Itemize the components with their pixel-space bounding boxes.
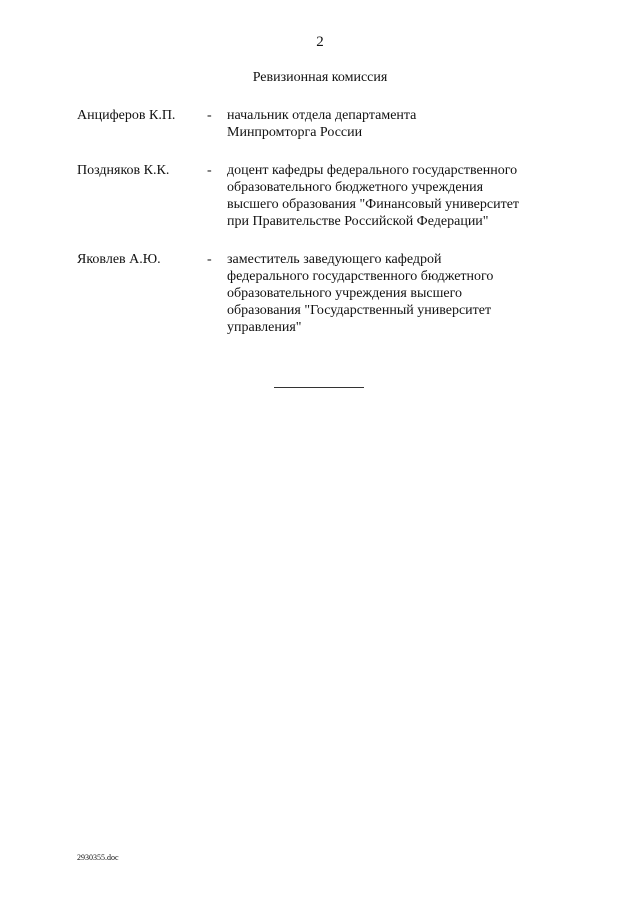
section-title: Ревизионная комиссия <box>252 70 388 85</box>
member-name: Поздняков К.К. <box>77 163 170 178</box>
member-description-line: Минпромторга России <box>227 125 363 140</box>
member-dash: - <box>207 108 212 123</box>
member-description <box>227 162 557 230</box>
page-number: 2 <box>316 34 324 50</box>
member-description-line: доцент кафедры федерального государственного <box>227 163 518 178</box>
member-description-line: управления" <box>227 320 302 335</box>
end-divider <box>274 387 364 388</box>
member-dash: - <box>207 252 212 267</box>
footer-file-name: 2930355.doc <box>77 853 119 862</box>
member-entry <box>0 162 640 251</box>
member-description-line: образования "Государственный университет <box>227 303 492 318</box>
member-description-line: заместитель заведующего кафедрой <box>227 252 442 267</box>
member-dash: - <box>207 163 212 178</box>
member-name: Анциферов К.П. <box>77 108 176 123</box>
member-description-line: при Правительстве Российской Федерации" <box>227 214 489 229</box>
member-entry <box>0 107 640 162</box>
member-description <box>227 251 557 336</box>
member-description-line: высшего образования "Финансовый университет <box>227 197 520 212</box>
member-description-line: образовательного бюджетного учреждения <box>227 180 484 195</box>
member-description <box>227 107 557 141</box>
member-list <box>0 107 640 341</box>
member-description-line: федерального государственного бюджетного <box>227 269 494 284</box>
member-description-line: начальник отдела департамента <box>227 108 417 123</box>
member-entry <box>0 251 640 341</box>
member-name: Яковлев А.Ю. <box>77 252 161 267</box>
member-description-line: образовательного учреждения высшего <box>227 286 462 301</box>
